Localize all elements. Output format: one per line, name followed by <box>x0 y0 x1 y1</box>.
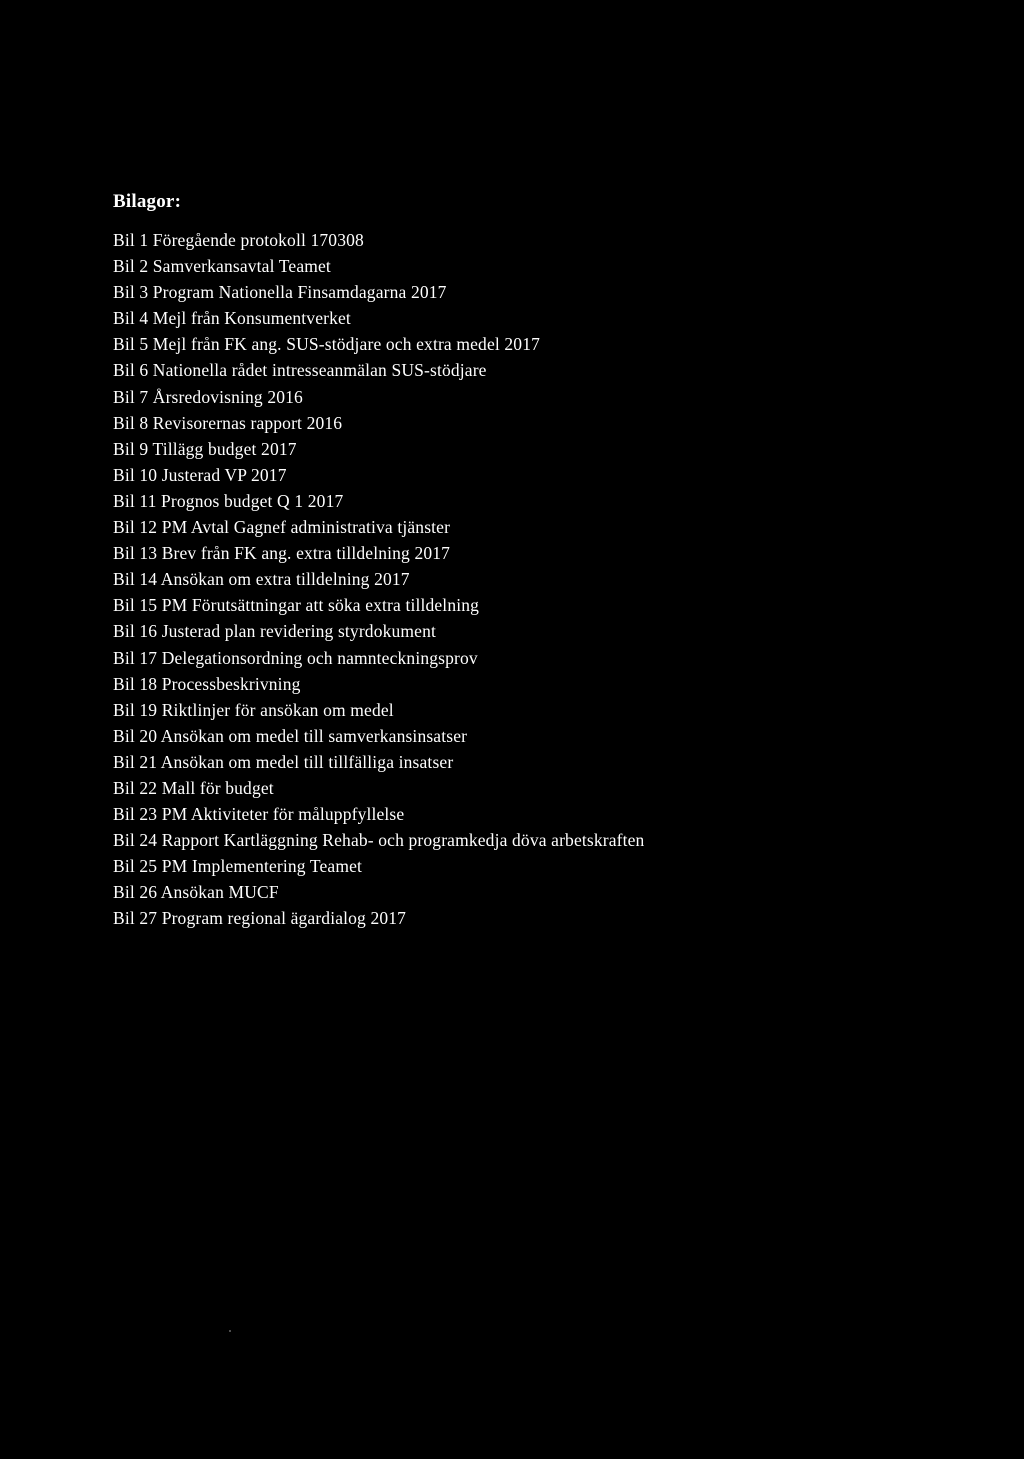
attachment-item: Bil 6 Nationella rådet intresseanmälan SUS-stödjare <box>113 360 487 381</box>
attachment-item: Bil 18 Processbeskrivning <box>113 673 301 694</box>
attachment-item: Bil 1 Föregående protokoll 170308 <box>113 230 364 250</box>
attachment-item: Bil 3 Program Nationella Finsamdagarna 2017 <box>113 282 447 303</box>
attachment-item: Bil 20 Ansökan om medel till samverkansinsatser <box>113 725 468 746</box>
attachment-item: Bil 13 Brev från FK ang. extra tilldelning 2017 <box>113 543 451 564</box>
attachment-item: Bil 16 Justerad plan revidering styrdokument <box>113 621 437 642</box>
attachment-list <box>113 227 644 932</box>
attachment-item: Bil 4 Mejl från Konsumentverket <box>113 308 351 329</box>
attachment-item: Bil 14 Ansökan om extra tilldelning 2017 <box>113 569 410 590</box>
attachment-item: Bil 19 Riktlinjer för ansökan om medel <box>113 699 394 720</box>
attachment-item: Bil 8 Revisorernas rapport 2016 <box>113 412 343 433</box>
attachment-item: Bil 26 Ansökan MUCF <box>113 882 279 903</box>
attachment-item: Bil 22 Mall för budget <box>113 777 274 798</box>
attachment-item: Bil 21 Ansökan om medel till tillfälliga insatser <box>113 751 454 772</box>
attachment-item: Bil 15 PM Förutsättningar att söka extra tilldelning <box>113 595 480 616</box>
attachment-item: Bil 5 Mejl från FK ang. SUS-stödjare och extra medel 2017 <box>113 334 541 355</box>
attachment-item: Bil 11 Prognos budget Q 1 2017 <box>113 490 344 511</box>
scan-speck <box>229 1330 231 1332</box>
attachment-item: Bil 9 Tillägg budget 2017 <box>113 438 297 459</box>
attachment-item: Bil 2 Samverkansavtal Teamet <box>113 256 331 277</box>
attachment-item: Bil 24 Rapport Kartläggning Rehab- och programkedja döva arbetskraften <box>113 830 645 851</box>
attachment-item: Bil 27 Program regional ägardialog 2017 <box>113 908 407 929</box>
attachment-item: Bil 23 PM Aktiviteter för måluppfyllelse <box>113 804 405 825</box>
attachments-heading: Bilagor: <box>113 191 182 212</box>
attachment-item: Bil 10 Justerad VP 2017 <box>113 464 287 485</box>
attachment-item: Bil 7 Årsredovisning 2016 <box>113 386 303 407</box>
attachment-item: Bil 12 PM Avtal Gagnef administrativa tjänster <box>113 517 451 538</box>
attachment-item: Bil 25 PM Implementering Teamet <box>113 856 363 877</box>
attachment-item: Bil 17 Delegationsordning och namnteckningsprov <box>113 647 478 668</box>
